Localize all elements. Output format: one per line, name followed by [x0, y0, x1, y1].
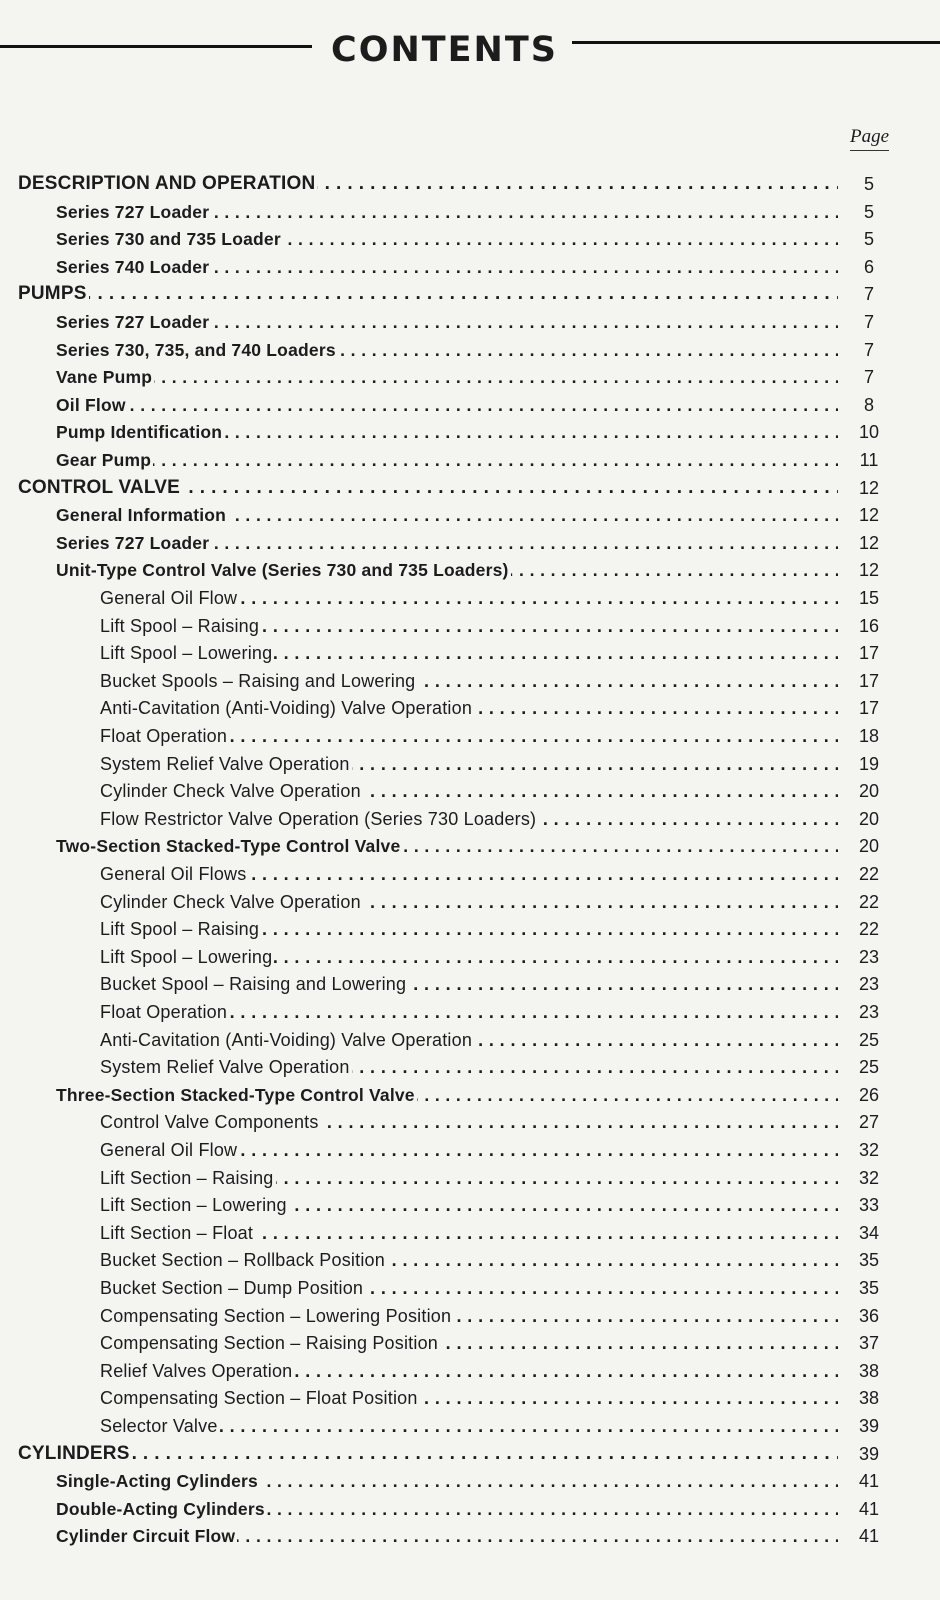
- toc-page-number: 35: [858, 1250, 880, 1271]
- toc-page-number: 39: [858, 1416, 880, 1436]
- toc-entry: [0, 777, 940, 805]
- toc-entry-label: [18, 474, 838, 502]
- toc-entry: [0, 1219, 940, 1247]
- toc-entry: [0, 529, 940, 557]
- toc-entry: [0, 170, 940, 198]
- toc-entry: [0, 998, 940, 1026]
- toc-page-number: 32: [858, 1167, 880, 1188]
- toc-entry-label: [56, 391, 838, 419]
- toc-page-number: 38: [858, 1388, 880, 1409]
- toc-entry-text: Cylinder Circuit Flow: [56, 1526, 236, 1547]
- toc-page-number: 7: [863, 367, 874, 388]
- toc-page-number: 5: [863, 174, 874, 194]
- toc-page-number: 20: [858, 808, 880, 829]
- toc-entry-text: Relief Valves Operation: [100, 1360, 293, 1381]
- toc-page-number: 25: [858, 1057, 880, 1078]
- toc-entry-label: [56, 556, 838, 584]
- toc-entry: [0, 612, 940, 640]
- toc-entry-label: [100, 1246, 838, 1274]
- toc-entry-label: [56, 446, 838, 474]
- toc-page-number: 22: [858, 891, 880, 912]
- toc-entry: [0, 805, 940, 833]
- toc-page-number: 41: [858, 1526, 880, 1547]
- toc-entry-text: Selector Valve: [100, 1416, 218, 1436]
- toc-page-number: 19: [858, 753, 880, 774]
- toc-entry-label: [56, 529, 838, 557]
- toc-entry: [0, 418, 940, 446]
- toc-entry: [0, 1246, 940, 1274]
- toc-entry-text: Two-Section Stacked-Type Control Valve: [56, 836, 401, 857]
- toc-entry-text: Three-Section Stacked-Type Control Valve: [56, 1084, 415, 1105]
- toc-entry-label: [100, 584, 838, 612]
- toc-entry-label: [18, 170, 838, 198]
- toc-entry-text: General Information: [56, 505, 227, 526]
- toc-entry-text: CONTROL VALVE: [18, 476, 180, 498]
- toc-page-number: 32: [858, 1140, 880, 1160]
- toc-entry: [0, 1053, 940, 1081]
- toc-entry: [0, 225, 940, 253]
- toc-page-number: 20: [858, 836, 880, 857]
- toc-entry: [0, 943, 940, 971]
- toc-entry-label: [56, 832, 838, 860]
- toc-entry: [0, 860, 940, 888]
- toc-entry-text: Series 727 Loader: [56, 532, 210, 553]
- toc-entry-label: [100, 1302, 838, 1330]
- toc-page-number: 23: [858, 974, 880, 995]
- title-row: [0, 30, 940, 80]
- toc-entry-text: Oil Flow: [56, 394, 126, 415]
- toc-page-number: 5: [863, 229, 874, 250]
- toc-entry-text: Bucket Spools – Raising and Lowering: [100, 670, 416, 691]
- toc-entry-text: System Relief Valve Operation: [100, 753, 350, 774]
- toc-entry-text: Compensating Section – Float Position: [100, 1388, 418, 1409]
- toc-entry-text: Unit-Type Control Valve (Series 730 and 735 Loaders): [56, 560, 509, 581]
- toc-entry: [0, 1522, 940, 1550]
- toc-entry-label: [56, 253, 838, 281]
- toc-entry: [0, 446, 940, 474]
- toc-entry-label: [100, 1219, 838, 1247]
- toc-entry: [0, 1440, 940, 1468]
- toc-entry-text: PUMPS: [18, 283, 87, 305]
- toc-entry-text: Compensating Section – Raising Position: [100, 1333, 438, 1354]
- toc-entry-label: [100, 888, 838, 916]
- toc-page-number: 22: [858, 919, 880, 940]
- toc-entry-label: [100, 1357, 838, 1385]
- toc-entry-label: [56, 225, 838, 253]
- toc-entry-text: Series 727 Loader: [56, 201, 210, 222]
- toc-entry-text: Control Valve Components: [100, 1112, 319, 1133]
- toc-entry: [0, 915, 940, 943]
- toc-page-number: 41: [858, 1498, 880, 1519]
- toc-entry-label: [100, 694, 838, 722]
- toc-page-number: 27: [858, 1112, 880, 1133]
- toc-page-number: 34: [858, 1222, 880, 1243]
- toc-entry: [0, 1108, 940, 1136]
- toc-entry: [0, 1357, 940, 1385]
- toc-entry-label: [100, 805, 838, 833]
- toc-entry-label: [18, 280, 838, 308]
- toc-entry: [0, 1329, 940, 1357]
- toc-page-number: 17: [858, 698, 880, 719]
- toc-entry: [0, 308, 940, 336]
- toc-entry-label: [56, 308, 838, 336]
- toc-entry-text: Single-Acting Cylinders: [56, 1471, 258, 1492]
- toc-entry: [0, 391, 940, 419]
- toc-page-number: 11: [859, 450, 879, 470]
- toc-page-number: 15: [858, 588, 880, 608]
- toc-entry-label: [56, 1081, 838, 1109]
- toc-page-number: 20: [858, 781, 880, 802]
- toc-entry: [0, 639, 940, 667]
- toc-entry-label: [100, 1412, 838, 1440]
- toc-entry: [0, 253, 940, 281]
- toc-entry-text: Cylinder Check Valve Operation: [100, 781, 361, 802]
- toc-page-number: 26: [858, 1084, 880, 1105]
- toc-entry-text: Pump Identification: [56, 422, 223, 443]
- toc-entry-label: [100, 998, 838, 1026]
- toc-page-number: 38: [858, 1360, 880, 1381]
- toc-page-number: 39: [858, 1443, 880, 1464]
- toc-entry-label: [56, 418, 838, 446]
- toc-entry: [0, 1274, 940, 1302]
- toc-entry: [0, 1412, 940, 1440]
- toc-page-number: 12: [858, 560, 880, 581]
- toc-entry-label: [100, 1136, 838, 1164]
- toc-page-number: 12: [858, 532, 880, 553]
- toc-entry: [0, 832, 940, 860]
- toc-entry-text: Flow Restrictor Valve Operation (Series 730 Loaders): [100, 808, 537, 829]
- toc-entry-label: [56, 501, 838, 529]
- toc-entry-label: [100, 777, 838, 805]
- toc-entry: [0, 556, 940, 584]
- toc-page-number: 7: [863, 312, 874, 332]
- toc-entry-label: [100, 639, 838, 667]
- toc-entry-text: Float Operation: [100, 1002, 228, 1022]
- toc-entry-label: [100, 667, 838, 695]
- toc-entry-text: System Relief Valve Operation: [100, 1057, 350, 1078]
- toc-entry: [0, 1467, 940, 1495]
- toc-entry-text: Vane Pump: [56, 367, 153, 388]
- toc-entry-label: [100, 1274, 838, 1302]
- toc-entry: [0, 888, 940, 916]
- toc-entry-label: [56, 1495, 838, 1523]
- toc-entry-text: Lift Section – Raising: [100, 1167, 274, 1188]
- toc-entry-label: [100, 1026, 838, 1054]
- toc-entry-text: Anti-Cavitation (Anti-Voiding) Valve Operation: [100, 1029, 473, 1050]
- toc-page-number: 22: [858, 864, 880, 884]
- toc-page-number: 12: [858, 505, 880, 526]
- toc-entry-label: [100, 1329, 838, 1357]
- toc-entry-text: Series 730, 735, and 740 Loaders: [56, 339, 336, 360]
- toc-entry-label: [100, 1053, 838, 1081]
- toc-entry-label: [100, 1108, 838, 1136]
- toc-entry-label: [100, 1164, 838, 1192]
- toc-page-number: 23: [858, 1002, 880, 1022]
- toc-entry-text: General Oil Flow: [100, 1140, 238, 1160]
- toc-entry: [0, 584, 940, 612]
- toc-entry-text: Gear Pump: [56, 450, 152, 470]
- toc-entry: [0, 667, 940, 695]
- toc-entry-text: Bucket Section – Rollback Position: [100, 1250, 385, 1271]
- toc-entry-label: [100, 612, 838, 640]
- toc-entry-label: [56, 1467, 838, 1495]
- toc-page-number: 17: [858, 643, 880, 664]
- toc-entry-text: Cylinder Check Valve Operation: [100, 891, 361, 912]
- toc-entry: [0, 501, 940, 529]
- toc-entry-text: General Oil Flow: [100, 588, 238, 608]
- toc-page-number: 25: [858, 1029, 880, 1050]
- toc-entry: [0, 336, 940, 364]
- toc-entry-text: Float Operation: [100, 726, 228, 746]
- toc-entry: [0, 970, 940, 998]
- toc-entry-text: CYLINDERS: [18, 1442, 130, 1464]
- toc-entry-text: Series 730 and 735 Loader: [56, 229, 281, 250]
- toc-entry-text: DESCRIPTION AND OPERATION: [18, 173, 316, 194]
- toc-entry: [0, 280, 940, 308]
- toc-entry-label: [100, 970, 838, 998]
- toc-page-number: 41: [858, 1471, 880, 1492]
- toc-entry: [0, 1026, 940, 1054]
- toc-page-number: 36: [858, 1305, 880, 1326]
- toc-entry: [0, 722, 940, 750]
- toc-entry: [0, 1164, 940, 1192]
- toc-entry-text: General Oil Flows: [100, 864, 247, 884]
- toc-entry: [0, 694, 940, 722]
- toc-entry-text: Anti-Cavitation (Anti-Voiding) Valve Operation: [100, 698, 473, 719]
- toc-page-number: 35: [858, 1278, 880, 1298]
- toc-entry-label: [56, 336, 838, 364]
- toc-entry-text: Lift Section – Float: [100, 1222, 254, 1243]
- toc-entry-label: [18, 1440, 838, 1468]
- title-rule-left: [0, 45, 312, 48]
- toc-entry-label: [100, 750, 838, 778]
- title-rule-right: [572, 41, 940, 44]
- toc-entry-label: [100, 943, 838, 971]
- toc-entry-label: [56, 363, 838, 391]
- toc-entry-text: Series 727 Loader: [56, 312, 210, 332]
- toc-entry-text: Lift Spool – Raising: [100, 919, 260, 940]
- toc-page-number: 7: [863, 339, 874, 360]
- toc-entry: [0, 1495, 940, 1523]
- toc-page-number: 33: [858, 1195, 880, 1216]
- toc-entry: [0, 474, 940, 502]
- toc-entry-label: [56, 198, 838, 226]
- toc-entry-text: Lift Spool – Lowering: [100, 946, 273, 967]
- toc-entry: [0, 1081, 940, 1109]
- toc-entry-label: [100, 1191, 838, 1219]
- toc-entry-label: [56, 1522, 838, 1550]
- page-title: CONTENTS: [331, 30, 558, 70]
- toc-entry-text: Lift Spool – Raising: [100, 615, 260, 636]
- toc-entry-text: Series 740 Loader: [56, 256, 210, 277]
- toc-entry-text: Bucket Spool – Raising and Lowering: [100, 974, 407, 995]
- toc-page-number: 23: [858, 946, 880, 967]
- toc-entry: [0, 1302, 940, 1330]
- toc-page-number: 8: [863, 394, 874, 415]
- toc-entry-text: Compensating Section – Lowering Position: [100, 1305, 452, 1326]
- toc-page-number: 16: [858, 615, 880, 636]
- toc-entry-text: Lift Spool – Lowering: [100, 643, 273, 664]
- toc-entry: [0, 750, 940, 778]
- toc-entry: [0, 1191, 940, 1219]
- toc-entry: [0, 198, 940, 226]
- toc-page-number: 7: [863, 284, 874, 305]
- toc-page-number: 18: [858, 726, 880, 746]
- toc-entry-label: [100, 1384, 838, 1412]
- toc-entry: [0, 1384, 940, 1412]
- toc-entry-label: [100, 722, 838, 750]
- toc-entry-label: [100, 915, 838, 943]
- page-column-header: Page: [850, 126, 889, 151]
- toc-page-number: 5: [863, 201, 874, 222]
- toc-entry-text: Lift Section – Lowering: [100, 1195, 287, 1216]
- toc-page-number: 6: [863, 256, 874, 277]
- toc-page-number: 17: [858, 670, 880, 691]
- toc-entry-label: [100, 860, 838, 888]
- toc-entry: [0, 363, 940, 391]
- toc-entry-text: Double-Acting Cylinders: [56, 1498, 265, 1519]
- toc-page-number: 10: [858, 422, 880, 443]
- toc-page-number: 12: [858, 477, 880, 498]
- toc-entry-text: Bucket Section – Dump Position: [100, 1278, 364, 1298]
- toc-page-number: 37: [858, 1333, 880, 1354]
- toc-entry: [0, 1136, 940, 1164]
